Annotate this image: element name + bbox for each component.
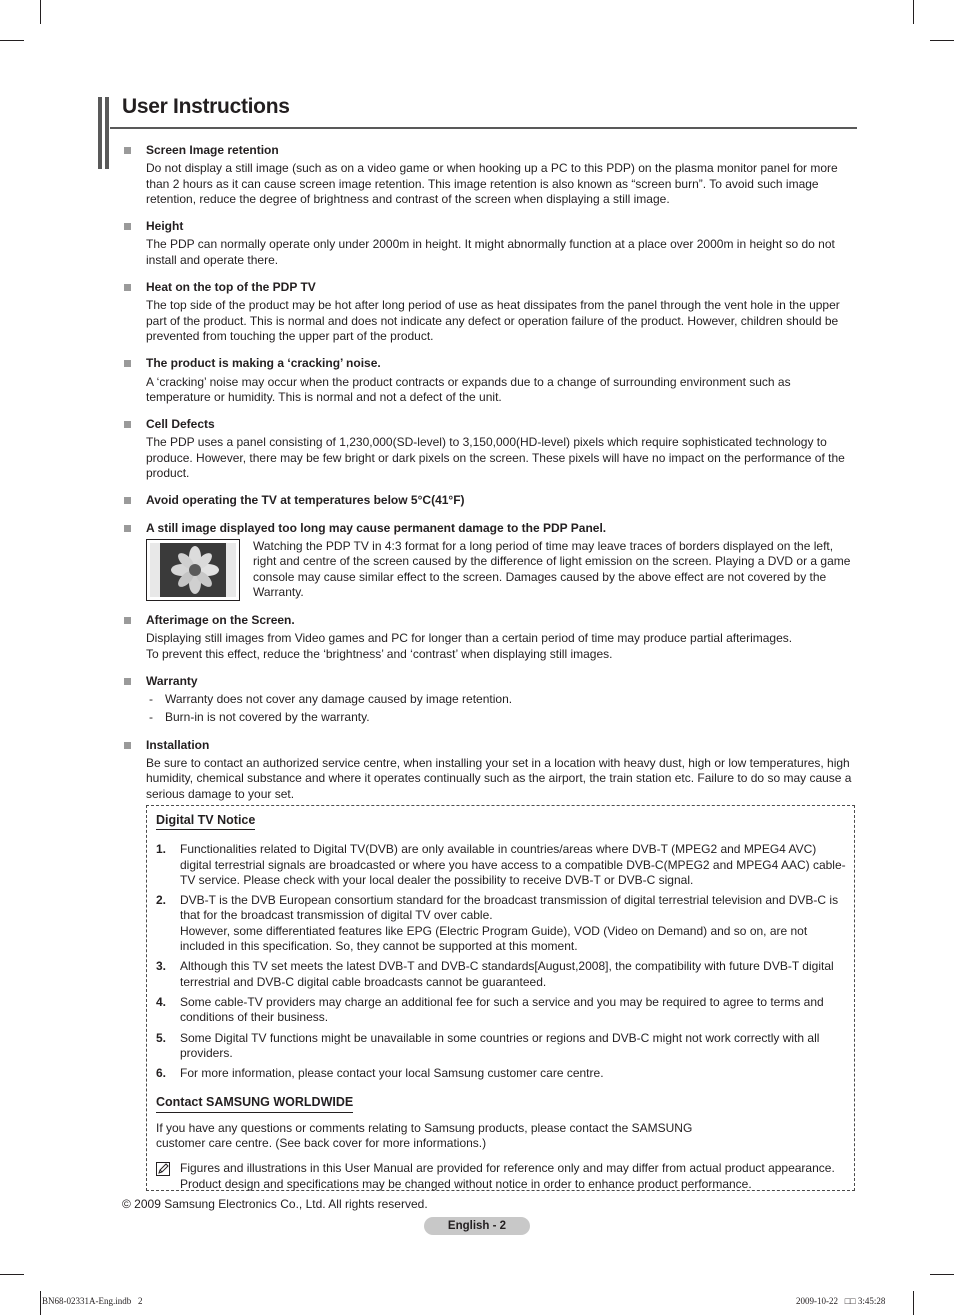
item-text: For more information, please contact your local Samsung customer care centre. bbox=[180, 1066, 604, 1081]
instructions-list bbox=[122, 143, 857, 814]
section-still-image bbox=[122, 521, 857, 601]
notice-content bbox=[156, 813, 848, 1192]
square-bullet-icon bbox=[124, 284, 131, 291]
square-bullet-icon bbox=[124, 617, 131, 624]
list-item-text: Burn-in is not covered by the warranty. bbox=[165, 710, 370, 725]
numbered-item bbox=[156, 1031, 848, 1062]
section-text: Displaying still images from Video games and PC for longer than a certain period of time may produce partial afterimages. bbox=[146, 631, 793, 646]
crop-mark bbox=[0, 40, 24, 41]
copyright-text: © 2009 Samsung Electronics Co., Ltd. All rights reserved. bbox=[122, 1197, 428, 1211]
digital-tv-notice-box bbox=[146, 805, 855, 1191]
crop-mark bbox=[913, 0, 914, 24]
crop-mark bbox=[40, 1291, 41, 1315]
section-text: The PDP can normally operate only under 2000m in height. It might abnormally function at a place over 2000m in height so do not install and operate there. bbox=[146, 237, 835, 267]
list-item bbox=[146, 692, 857, 707]
dash-bullet: - bbox=[149, 710, 153, 725]
square-bullet-icon bbox=[124, 223, 131, 230]
item-number: 3. bbox=[156, 959, 167, 974]
square-bullet-icon bbox=[124, 360, 131, 367]
contact-text: customer care centre. (See back cover for more informations.) bbox=[156, 1136, 487, 1151]
note-pencil-icon bbox=[156, 1162, 170, 1180]
numbered-item bbox=[156, 959, 848, 990]
section-heading: Installation bbox=[146, 737, 210, 752]
item-number: 2. bbox=[156, 893, 167, 908]
crop-mark bbox=[930, 40, 954, 41]
section-screen-image-retention bbox=[122, 143, 857, 207]
title-rule bbox=[110, 127, 857, 129]
tv-screen-illustration bbox=[146, 539, 240, 601]
square-bullet-icon bbox=[124, 525, 131, 532]
section-text: A ‘cracking’ noise may occur when the product contracts or expands due to a change of surrounding environment such as temperature or humidity. This is normal and not a defect of the unit. bbox=[146, 374, 791, 404]
section-warranty bbox=[122, 674, 857, 726]
title-accent-bar bbox=[98, 97, 102, 169]
crop-mark bbox=[0, 1274, 24, 1275]
section-heading: Cell Defects bbox=[146, 417, 215, 432]
section-text: Do not display a still image (such as on a video game or when hooking up a PC to this PDP) on the plasma monitor panel for more than 2 hours as it can cause screen image retention. This image retention is also known as “screen burn”. To avoid such image retention, reduce the degree of brightness and contrast of the screen when displaying a still image. bbox=[146, 161, 838, 206]
note-text: Figures and illustrations in this User Manual are provided for reference only and may differ from actual product appearance. Product design and specifications may be changed without notice in order to enhance product performance. bbox=[180, 1161, 835, 1191]
section-text: Be sure to contact an authorized service centre, when installing your set in a location with heavy dust, high or low temperatures, high humidity, chemical substance and where it operates continually such as the airport, the train station etc. Failure to do so may cause a serious damage to your set. bbox=[146, 756, 852, 801]
print-timestamp: 2009-10-22 □□ 3:45:28 bbox=[796, 1296, 886, 1306]
item-text: Some cable-TV providers may charge an additional fee for such a service and you may be required to agree to terms and conditions of their business. bbox=[180, 994, 824, 1025]
section-cracking-noise bbox=[122, 356, 857, 405]
still-image-row bbox=[146, 539, 857, 601]
list-item-text: Warranty does not cover any damage caused by image retention. bbox=[165, 692, 513, 707]
page-title: User Instructions bbox=[122, 95, 290, 118]
section-text: The PDP uses a panel consisting of 1,230,000(SD-level) to 3,150,000(HD-level) pixels which require sophisticated technology to produce. However, there may be few bright or dark pixels on the screen. These pixels will have no impact on the performance of the product. bbox=[146, 435, 845, 481]
list-item bbox=[146, 710, 857, 725]
section-heading: A still image displayed too long may cause permanent damage to the PDP Panel. bbox=[146, 520, 607, 535]
flower-image-icon bbox=[150, 543, 236, 597]
contact-heading: Contact SAMSUNG WORLDWIDE bbox=[156, 1095, 353, 1112]
item-number: 1. bbox=[156, 842, 167, 857]
section-text: To prevent this effect, reduce the ‘brightness’ and ‘contrast’ when displaying still images. bbox=[146, 646, 613, 661]
section-text: The top side of the product may be hot after long period of use as heat dissipates from the panel through the vent hole in the upper part of the product. This is normal and does not indicate any defect or operation failure of the product. However, children should be prevented from touching the upper part of the product. bbox=[146, 298, 840, 343]
note bbox=[156, 1161, 848, 1192]
square-bullet-icon bbox=[124, 678, 131, 685]
section-heading: Afterimage on the Screen. bbox=[146, 612, 295, 627]
numbered-item bbox=[156, 995, 848, 1026]
item-text: Functionalities related to Digital TV(DVB) are only available in countries/areas where DVB-T (MPEG2 and MPEG4 AVC) digital terrestrial signals are broadcasted or where you have access to a compatible DVB-C(MPEG2 and MPEG4 AAC) cable-TV service. Please check with your local dealer the possibility to receive DVB-T or DVB-C signal. bbox=[180, 842, 846, 887]
item-text: DVB-T is the DVB European consortium standard for the broadcast transmission of digital terrestrial television and DVB-C is that for the broadcast transmission of digital TV over cable. bbox=[180, 893, 839, 923]
square-bullet-icon bbox=[124, 421, 131, 428]
section-heat bbox=[122, 280, 857, 344]
item-text: Although this TV set meets the latest DVB-T and DVB-C standards[August,2008], the compatibility with future DVB-T digital terrestrial and DVB-C digital cable broadcasts cannot be guaranteed. bbox=[180, 959, 834, 989]
square-bullet-icon bbox=[124, 742, 131, 749]
section-heading: Screen Image retention bbox=[146, 143, 279, 157]
section-afterimage bbox=[122, 613, 857, 662]
square-bullet-icon bbox=[124, 497, 131, 504]
item-number: 5. bbox=[156, 1030, 167, 1045]
numbered-item bbox=[156, 893, 848, 954]
title-accent-bar bbox=[105, 97, 109, 169]
section-heading: Heat on the top of the PDP TV bbox=[146, 280, 316, 295]
crop-mark bbox=[40, 0, 41, 24]
crop-mark bbox=[913, 1291, 914, 1315]
print-file-label: BN68-02331A-Eng.indb 2 bbox=[42, 1296, 143, 1306]
section-heading: Warranty bbox=[146, 673, 198, 688]
item-text: However, some differentiated features like EPG (Electric Program Guide), VOD (Video on Demand) and so on, are not included in this specification. So, they cannot be supported at this moment. bbox=[180, 923, 808, 954]
numbered-item bbox=[156, 1066, 848, 1081]
section-heading: Avoid operating the TV at temperatures below 5°C(41°F) bbox=[146, 493, 465, 508]
section-text: Watching the PDP TV in 4:3 format for a long period of time may leave traces of borders displayed on the left, right and centre of the screen caused by the difference of light emission on the screen. Playing a DVD or a game console may cause similar effect to the screen. Damages caused by the above effect are not covered by the Warranty. bbox=[253, 538, 851, 599]
notice-heading: Digital TV Notice bbox=[156, 813, 255, 830]
section-heading: The product is making a ‘cracking’ noise. bbox=[146, 356, 381, 371]
section-cell-defects bbox=[122, 417, 857, 481]
dash-bullet: - bbox=[149, 692, 153, 707]
item-number: 4. bbox=[156, 994, 167, 1009]
item-text: Some Digital TV functions might be unavailable in some countries or regions and DVB-C might not work correctly with all providers. bbox=[180, 1030, 820, 1060]
contact-text: If you have any questions or comments relating to Samsung products, please contact the SAMSUNG bbox=[156, 1120, 693, 1135]
square-bullet-icon bbox=[124, 147, 131, 154]
section-height bbox=[122, 219, 857, 268]
crop-mark bbox=[930, 1274, 954, 1275]
section-installation bbox=[122, 738, 857, 802]
section-heading: Height bbox=[146, 219, 184, 234]
page-number-badge: English - 2 bbox=[424, 1217, 530, 1235]
section-temperature bbox=[122, 493, 857, 508]
item-number: 6. bbox=[156, 1066, 167, 1081]
numbered-item bbox=[156, 842, 848, 888]
